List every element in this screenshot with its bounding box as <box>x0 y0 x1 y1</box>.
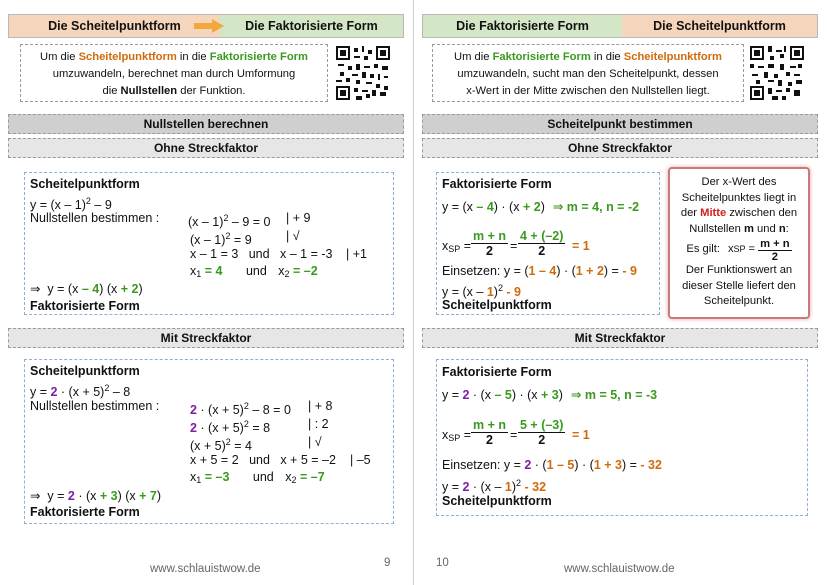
step-1-operation: | + 9 <box>286 211 311 225</box>
fraction-mn: $\frac{m + n}{2}$ <box>473 229 506 258</box>
function-line: y = (x – 4) · (x + 2) ⇒ m = 4, n = -2 <box>442 200 640 214</box>
qr-code <box>750 46 804 100</box>
subsection-title-2: Mit Streckfaktor <box>8 328 404 348</box>
step-4-operation: | –5 <box>350 453 371 467</box>
intro-text: Um die Faktorisierte Form in die Scheitelpunktform umzuwandeln, sucht man den Scheitelpunkt, dessen x-Wert in der Mitte zwischen den Nullstellen liegt. <box>432 44 744 102</box>
result-line: $x_1 = -3$ und $x_2 = -7$ <box>190 470 325 485</box>
section-title: Scheitelpunkt bestimmen <box>422 114 818 134</box>
example-footer: Faktorisierte Form <box>30 299 140 313</box>
topic-bar <box>422 14 818 38</box>
equals-sign: = <box>510 239 518 253</box>
step-2: (x – 1)$^2$ = 9 <box>190 231 252 247</box>
page-number: 9 <box>384 557 391 569</box>
site-url[interactable]: www.schlauistwow.de <box>564 563 675 575</box>
example-heading: Faktorisierte Form <box>442 365 552 379</box>
function-line: y = 2 · (x – 5) · (x + 3) ⇒ m = 5, n = -3 <box>442 388 658 402</box>
fraction-values: $\frac{4 + (-2)}{2}$ <box>520 229 564 258</box>
site-url[interactable]: www.schlauistwow.de <box>150 563 261 575</box>
insert-line: Einsetzen: y = (1 – 4) · (1 + 2) = - 9 <box>442 264 637 278</box>
step-label: Nullstellen bestimmen : <box>30 399 160 413</box>
subsection-title-2: Mit Streckfaktor <box>422 328 818 348</box>
implication-line: ⇒ y = (x – 4) (x + 2) <box>30 282 143 296</box>
page-number: 10 <box>436 557 449 569</box>
example-heading: Scheitelpunktform <box>30 364 140 378</box>
example-footer: Scheitelpunktform <box>442 298 552 312</box>
topic-to: Die Scheitelpunktform <box>622 15 817 37</box>
subsection-title: Ohne Streckfaktor <box>422 138 818 158</box>
section-title: Nullstellen berechnen <box>8 114 404 134</box>
example-footer: Scheitelpunktform <box>442 494 552 508</box>
result-line: $x_1 = 4$ und $x_2 = -2$ <box>190 264 318 279</box>
step-4: x + 5 = 2 und x + 5 = –2 <box>190 453 336 467</box>
subsection-title: Ohne Streckfaktor <box>8 138 404 158</box>
step-2: $2 \cdot (x + 5)^2 = 8$ <box>190 419 271 435</box>
qr-code <box>336 46 390 100</box>
intro-text: Um die Scheitelpunktform in die Faktorisierte Form umzuwandeln, berechnet man durch Umformung die Nullstellen der Funktion. <box>20 44 328 102</box>
arrow-right-icon <box>194 19 224 33</box>
insert-line: Einsetzen: y = 2 · (1 – 5) · (1 + 3) = - 32 <box>442 458 662 472</box>
topic-to: Die Faktorisierte Form <box>220 15 403 37</box>
step-1: $2 \cdot (x + 5)^2 - 8 = 0$ <box>190 401 291 417</box>
step-2-operation: | : 2 <box>308 417 329 431</box>
xsp-label: $x_{SP}$ = <box>442 428 472 443</box>
example-heading: Scheitelpunktform <box>30 177 140 191</box>
equals-sign: = <box>510 428 518 442</box>
example-heading: Faktorisierte Form <box>442 177 552 191</box>
vertex-form-line: y = 2 · (x – 1)$^2$ - 32 <box>442 478 547 494</box>
hint-box: Der x-Wert des Scheitelpunktes liegt in der Mitte zwischen den Nullstellen m und n: Es gilt: x SP = $\frac{m + n}{2}$ Der Funktionswert an dieser Stelle liefert den Scheitelpunkt. <box>668 167 810 319</box>
function-line: y = (x – 1)$^2$ – 9 <box>30 196 112 212</box>
xsp-result: = 1 <box>572 239 590 253</box>
step-3: $(x + 5)^2 = 4$ <box>190 437 252 453</box>
topic-from: Die Scheitelpunktform <box>9 15 220 37</box>
step-3-operation: | √ <box>308 435 322 449</box>
vertex-form-line: y = (x – 1)$^2$ - 9 <box>442 283 522 299</box>
fraction-mn: $\frac{m + n}{2}$ <box>473 418 506 447</box>
example-footer: Faktorisierte Form <box>30 505 140 519</box>
fraction-values: $\frac{5 + (-3)}{2}$ <box>520 418 564 447</box>
xsp-label: $x_{SP}$ = <box>442 239 472 254</box>
step-1-operation: | + 8 <box>308 399 333 413</box>
step-2-operation: | √ <box>286 229 300 243</box>
topic-from: Die Faktorisierte Form <box>423 15 622 37</box>
step-1: (x – 1)$^2$ – 9 = 0 <box>188 213 271 229</box>
step-3-operation: | +1 <box>346 247 367 261</box>
page-right <box>414 0 828 585</box>
implication-line: ⇒ y = 2 · (x + 3) (x + 7) <box>30 489 162 503</box>
step-3: x – 1 = 3 und x – 1 = -3 <box>190 247 333 261</box>
function-line: $y = 2 \cdot (x + 5)^2 - 8$ <box>30 383 131 399</box>
xsp-result: = 1 <box>572 428 590 442</box>
step-label: Nullstellen bestimmen : <box>30 211 160 225</box>
